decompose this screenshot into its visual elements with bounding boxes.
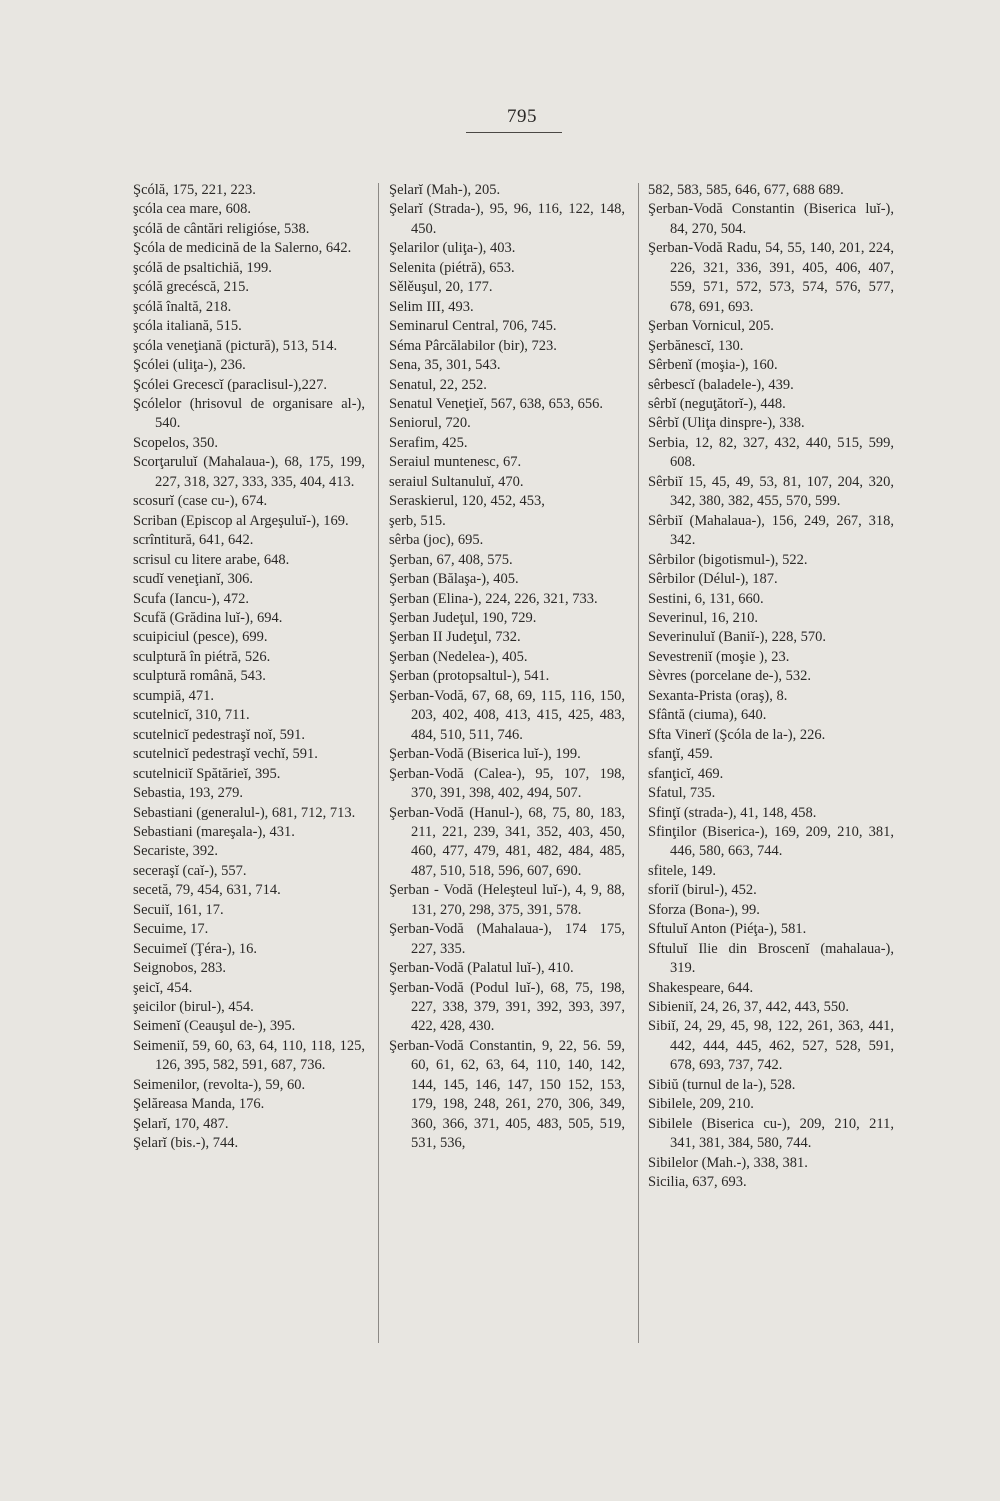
- index-entry: Sibiŭ (turnul de la-), 528.: [648, 1076, 796, 1093]
- index-entry: şcólă înaltă, 218.: [133, 298, 232, 315]
- index-entry: seceraşĭ (caĭ-), 557.: [133, 862, 247, 879]
- index-entry: Scufa (Iancu-), 472.: [133, 590, 249, 607]
- page-number-rule: [466, 132, 562, 133]
- column-divider: [638, 183, 639, 1343]
- index-entry: Seniorul, 720.: [389, 415, 471, 432]
- index-entry: Sfinţilor (Biserica-), 169, 209, 210, 381, 446, 580, 663, 744.: [648, 823, 894, 860]
- index-entry: Selenita (piétră), 653.: [389, 259, 515, 276]
- index-entry: Sebastiani (generalul-), 681, 712, 713.: [133, 804, 356, 821]
- index-entry: Seignobos, 283.: [133, 960, 227, 977]
- index-entry: Sestini, 6, 131, 660.: [648, 590, 764, 607]
- index-entry: Şerban-Vodă (Calea-), 95, 107, 198, 370, 391, 398, 402, 494, 507.: [389, 765, 625, 802]
- index-entry: Sforza (Bona-), 99.: [648, 901, 760, 918]
- index-entry: Şerban (protopsaltul-), 541.: [389, 668, 550, 685]
- index-entry: Sělěuşul, 20, 177.: [389, 279, 493, 296]
- index-entry: Sebastiani (mareşala-), 431.: [133, 823, 295, 840]
- index-entry: sfitele, 149.: [648, 862, 717, 879]
- index-entry: Sibiĭ, 24, 29, 45, 98, 122, 261, 363, 441, 442, 444, 445, 462, 527, 528, 591, 678, 693, 737, 742.: [648, 1018, 894, 1074]
- index-entry: Serafim, 425.: [389, 434, 468, 451]
- index-entry: Sftuluĭ Anton (Piéţa-), 581.: [648, 921, 807, 938]
- index-entry: Senatul, 22, 252.: [389, 376, 487, 393]
- index-entry: Seraiul muntenesc, 67.: [389, 454, 522, 471]
- index-entry: sculptură română, 543.: [133, 668, 266, 685]
- index-entry: scumpiă, 471.: [133, 687, 214, 704]
- index-entry: sêrbescĭ (baladele-), 439.: [648, 376, 794, 393]
- index-column-left: [133, 181, 365, 1154]
- index-entry: Şerban-Vodă (Biserica luĭ-), 199.: [389, 746, 581, 763]
- index-entry: Seminarul Central, 706, 745.: [389, 318, 557, 335]
- index-entry: Seraskierul, 120, 452, 453,: [389, 493, 545, 510]
- index-entry: Senatul Veneţieĭ, 567, 638, 653, 656.: [389, 395, 603, 412]
- index-entry: Şerban-Vodă Radu, 54, 55, 140, 201, 224, 226, 321, 336, 391, 405, 406, 407, 559, 571, 572, 573, 574, 576, 577, 678, 691, 693.: [648, 240, 894, 315]
- index-entry: Sêrbilor (Délul-), 187.: [648, 571, 778, 588]
- index-entry: Şerban-Vodă (Palatul luĭ-), 410.: [389, 960, 574, 977]
- index-entry: Şerban-Vodă (Podul luĭ-), 68, 75, 198, 227, 338, 379, 391, 392, 393, 397, 422, 428, 430.: [389, 979, 625, 1035]
- index-entry: scutelnicĭ pedestraşĭ noĭ, 591.: [133, 726, 305, 743]
- index-entry: Selim III, 493.: [389, 298, 474, 315]
- index-entry: scudĭ veneţianĭ, 306.: [133, 571, 254, 588]
- index-entry: sêrba (joc), 695.: [389, 532, 484, 549]
- index-entry: 582, 583, 585, 646, 677, 688 689.: [648, 182, 844, 198]
- index-entry: sforiĭ (birul-), 452.: [648, 882, 757, 899]
- index-entry: Şerban Judeţul, 190, 729.: [389, 609, 537, 626]
- index-entry: Séma Pârcălabilor (bir), 723.: [389, 337, 557, 354]
- index-entry: Şcólei (uliţa-), 236.: [133, 357, 246, 374]
- index-entry: şcóla veneţiană (pictură), 513, 514.: [133, 337, 338, 354]
- index-entry: Şerban-Vodă (Mahalaua-), 174 175, 227, 335.: [389, 921, 625, 957]
- index-entry: Şcóla de medicină de la Salerno, 642.: [133, 240, 352, 257]
- index-entry: Sêrbĭ (Uliţa dinspre-), 338.: [648, 415, 805, 432]
- index-entry: Şerban II Judeţul, 732.: [389, 629, 521, 646]
- index-entry: Şerban-Vodă Constantin (Biserica luĭ-), 84, 270, 504.: [648, 201, 894, 237]
- index-entry: Şerban (Bălaşa-), 405.: [389, 571, 519, 588]
- index-entry: Sena, 35, 301, 543.: [389, 357, 501, 374]
- index-entry: Secuime, 17.: [133, 921, 209, 938]
- index-entry: Sfta Vinerĭ (Şcóla de la-), 226.: [648, 726, 826, 743]
- index-entry: scuipiciul (pesce), 699.: [133, 629, 268, 646]
- index-entry: Sêrbilor (bigotismul-), 522.: [648, 551, 808, 568]
- index-column-right: [648, 181, 894, 1193]
- index-entry: Şelarĭ (bis.-), 744.: [133, 1135, 239, 1152]
- index-entry: Şerban-Vodă Constantin, 9, 22, 56. 59, 60, 61, 62, 63, 64, 110, 140, 142, 144, 145, 146, 147, 150 152, 153, 179, 198, 248, 261, 270, 306, 349, 360, 366, 371, 405, 483, 505, 519, 531, 536,: [389, 1037, 625, 1152]
- index-entry: Şerban Vornicul, 205.: [648, 318, 774, 335]
- column-divider: [378, 183, 379, 1343]
- index-entry: scosurĭ (case cu-), 674.: [133, 493, 268, 510]
- index-entry: Secariste, 392.: [133, 843, 218, 860]
- index-entry: Sfinţĭ (strada-), 41, 148, 458.: [648, 804, 817, 821]
- index-entry: seraiul Sultanuluĭ, 470.: [389, 473, 524, 490]
- index-column-middle: [389, 181, 625, 1154]
- index-entry: Sêrbiĭ (Mahalaua-), 156, 249, 267, 318, 342.: [648, 512, 894, 549]
- index-entry: Seimeniĭ, 59, 60, 63, 64, 110, 118, 125, 126, 395, 582, 591, 687, 736.: [133, 1037, 365, 1074]
- index-entry: Shakespeare, 644.: [648, 979, 754, 996]
- index-entry: Secuiĭ, 161, 17.: [133, 901, 224, 918]
- index-entry: Sftuluĭ Ilie din Broscenĭ (mahalaua-), 319.: [648, 940, 894, 977]
- index-entry: scutelniciĭ Spătărieĭ, 395.: [133, 765, 281, 782]
- index-entry: Sibieniĭ, 24, 26, 37, 442, 443, 550.: [648, 999, 849, 1016]
- index-entry: sculptură în piétră, 526.: [133, 648, 271, 665]
- index-entry: Sêrbiĭ 15, 45, 49, 53, 81, 107, 204, 320, 342, 380, 382, 455, 570, 599.: [648, 473, 894, 510]
- index-entry: Şerban - Vodă (Heleşteul luĭ-), 4, 9, 88, 131, 270, 298, 375, 391, 578.: [389, 882, 625, 918]
- index-entry: şcólă grecéscă, 215.: [133, 279, 249, 296]
- index-entry: Sfatul, 735.: [648, 785, 716, 802]
- index-entry: Şcólelor (hrisovul de organisare al-), 540.: [133, 395, 365, 432]
- index-entry: Severinuluĭ (Baniĭ-), 228, 570.: [648, 629, 827, 646]
- index-entry: şeicĭ, 454.: [133, 979, 193, 996]
- index-entry: Şelăreasa Manda, 176.: [133, 1096, 265, 1113]
- index-entry: scrisul cu litere arabe, 648.: [133, 551, 290, 568]
- index-entry: Şerban-Vodă, 67, 68, 69, 115, 116, 150, 203, 402, 408, 413, 415, 425, 483, 484, 510, 511, 746.: [389, 687, 625, 743]
- index-entry: şeicilor (birul-), 454.: [133, 999, 254, 1016]
- index-entry: Şerbănescĭ, 130.: [648, 337, 744, 354]
- index-entry: Scorţaruluĭ (Mahalaua-), 68, 175, 199, 227, 318, 327, 333, 335, 404, 413.: [133, 454, 365, 490]
- index-entry: Şelarĭ (Mah-), 205.: [389, 182, 501, 198]
- index-entry: Secuimeĭ (Ţéra-), 16.: [133, 940, 258, 957]
- index-entry: Şerban (Elina-), 224, 226, 321, 733.: [389, 590, 598, 607]
- index-entry: scutelnicĭ, 310, 711.: [133, 707, 250, 724]
- index-entry: Scopelos, 350.: [133, 434, 218, 451]
- index-entry: scutelnicĭ pedestraşĭ vechĭ, 591.: [133, 746, 318, 763]
- index-entry: Seimenilor, (revolta-), 59, 60.: [133, 1076, 306, 1093]
- index-entry: Şelarilor (uliţa-), 403.: [389, 240, 516, 257]
- index-entry: Şerban-Vodă (Hanul-), 68, 75, 80, 183, 211, 221, 239, 341, 352, 403, 450, 460, 477, 479, 481, 482, 484, 485, 487, 510, 518, 596, 607, 690.: [389, 804, 625, 879]
- index-entry: şcólă de psaltichiă, 199.: [133, 259, 272, 276]
- index-entry: Sebastia, 193, 279.: [133, 785, 243, 802]
- index-entry: Sevestreniĭ (moşie ), 23.: [648, 648, 790, 665]
- index-entry: Şelarĭ (Strada-), 95, 96, 116, 122, 148, 450.: [389, 201, 625, 237]
- index-entry: Scriban (Episcop al Argeşuluĭ-), 169.: [133, 512, 349, 529]
- index-entry: Sexanta-Prista (oraş), 8.: [648, 687, 788, 704]
- index-entry: sfanţĭ, 459.: [648, 746, 713, 763]
- index-entry: scrîntitură, 641, 642.: [133, 532, 254, 549]
- index-entry: Sêrbenĭ (moşia-), 160.: [648, 357, 778, 374]
- index-entry: Sibilelor (Mah.-), 338, 381.: [648, 1154, 808, 1171]
- index-entry: Sèvres (porcelane de-), 532.: [648, 668, 812, 685]
- index-entry: Severinul, 16, 210.: [648, 609, 758, 626]
- index-entry: Şerban (Nedelea-), 405.: [389, 648, 528, 665]
- index-entry: Şerban, 67, 408, 575.: [389, 551, 513, 568]
- index-entry: şcólă de cântări religióse, 538.: [133, 220, 310, 237]
- index-entry: secetă, 79, 454, 631, 714.: [133, 882, 281, 899]
- index-entry: sêrbĭ (neguţătorĭ-), 448.: [648, 395, 786, 412]
- index-entry: Sicilia, 637, 693.: [648, 1174, 747, 1191]
- index-entry: Sibilele (Biserica cu-), 209, 210, 211, 341, 381, 384, 580, 744.: [648, 1115, 894, 1152]
- index-entry: Serbia, 12, 82, 327, 432, 440, 515, 599, 608.: [648, 434, 894, 471]
- index-entry: sfanţicĭ, 469.: [648, 765, 724, 782]
- index-entry: Şcólei Grecescĭ (paraclisul-),227.: [133, 376, 328, 393]
- index-entry: Seimenĭ (Ceauşul de-), 395.: [133, 1018, 296, 1035]
- index-entry: şcóla italiană, 515.: [133, 318, 242, 335]
- page-number: 795: [507, 106, 537, 127]
- index-entry: şcóla cea mare, 608.: [133, 201, 251, 218]
- index-entry: Şcólă, 175, 221, 223.: [133, 182, 256, 198]
- index-entry: Sfântă (ciuma), 640.: [648, 707, 767, 724]
- index-entry: Şelarĭ, 170, 487.: [133, 1115, 229, 1132]
- index-entry: Sibilele, 209, 210.: [648, 1096, 754, 1113]
- index-entry: Scufă (Grădina luĭ-), 694.: [133, 609, 283, 626]
- index-entry: şerb, 515.: [389, 512, 446, 529]
